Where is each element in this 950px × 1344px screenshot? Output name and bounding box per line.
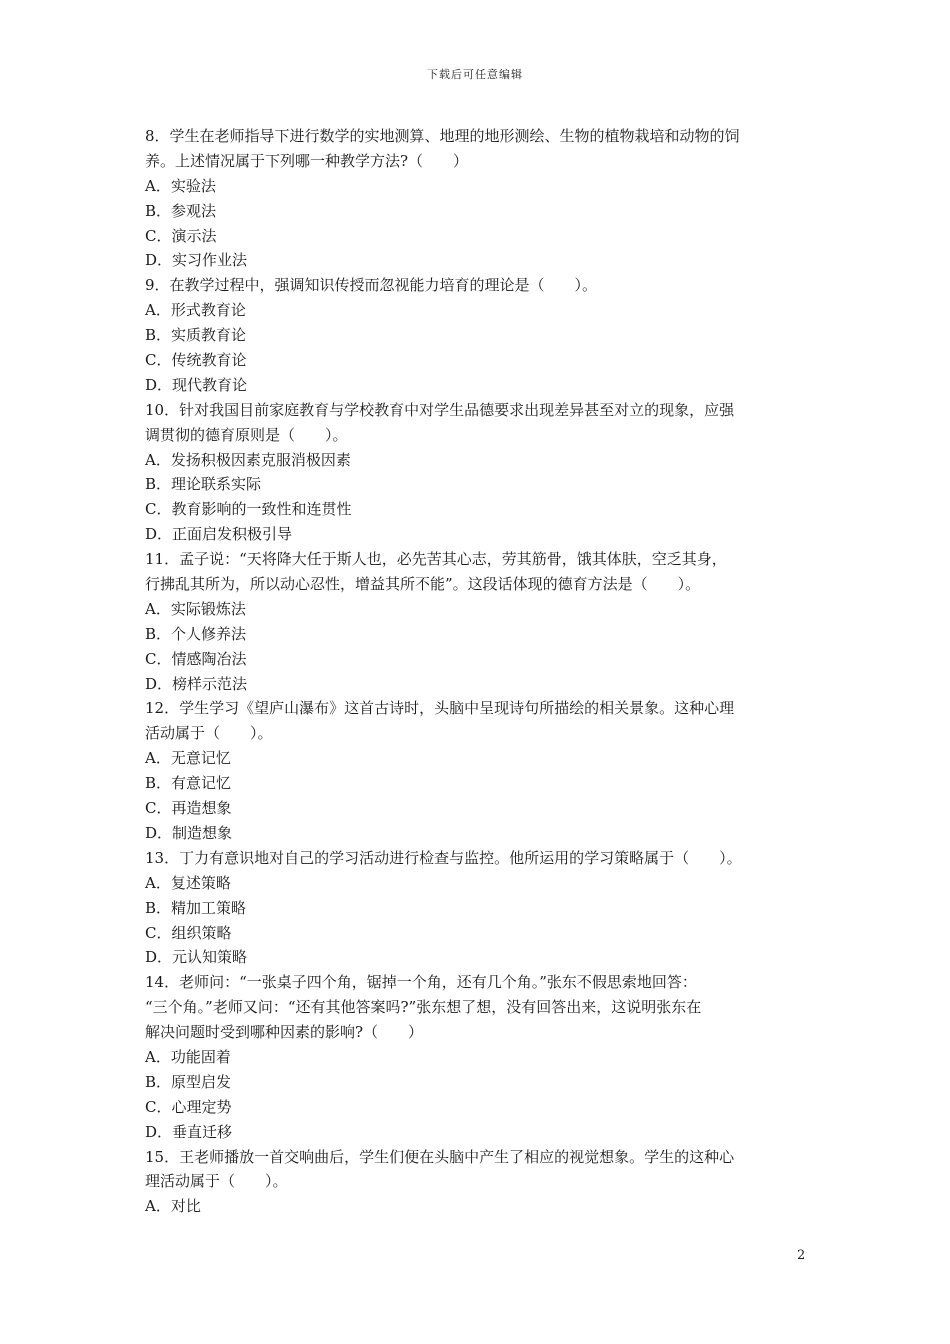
question-11 bbox=[145, 547, 810, 696]
question-text: 调贯彻的德育原则是（ ）。 bbox=[145, 425, 348, 444]
option-b: B．原型启发 bbox=[145, 1072, 232, 1091]
option-c: C．心理定势 bbox=[145, 1097, 232, 1116]
question-13 bbox=[145, 846, 810, 970]
question-text: 13．丁力有意识地对自己的学习活动进行检查与监控。他所运用的学习策略属于（ ）。 bbox=[145, 848, 742, 867]
option-b: B．个人修养法 bbox=[145, 624, 247, 643]
question-10 bbox=[145, 398, 810, 547]
page-number: 2 bbox=[797, 1248, 806, 1263]
question-text: 8．学生在老师指导下进行数学的实地测算、地理的地形测绘、生物的植物栽培和动物的饲 bbox=[145, 127, 740, 145]
question-14 bbox=[145, 970, 810, 1144]
option-d: D．制造想象 bbox=[145, 823, 233, 842]
option-b: B．实质教育论 bbox=[145, 326, 247, 345]
option-a: A．无意记忆 bbox=[145, 749, 231, 768]
question-list bbox=[145, 124, 810, 1219]
option-b: B．理论联系实际 bbox=[145, 475, 262, 494]
option-a: A．形式教育论 bbox=[145, 301, 246, 320]
option-d: D．垂直迁移 bbox=[145, 1122, 233, 1141]
option-a: A．发扬积极因素克服消极因素 bbox=[145, 450, 351, 469]
question-text: 10．针对我国目前家庭教育与学校教育中对学生品德要求出现差异甚至对立的现象，应强 bbox=[145, 400, 735, 419]
question-text: 15．王老师播放一首交响曲后，学生们便在头脑中产生了相应的视觉想象。学生的这种心 bbox=[145, 1147, 735, 1166]
option-b: B．参观法 bbox=[145, 201, 217, 220]
option-c: C．情感陶冶法 bbox=[145, 649, 247, 668]
question-text: 12．学生学习《望庐山瀑布》这首古诗时，头脑中呈现诗句所描绘的相关景象。这种心理 bbox=[145, 699, 735, 718]
question-text: “三个角。”老师又问：“还有其他答案吗?”张东想了想，没有回答出来，这说明张东在 bbox=[145, 998, 702, 1017]
question-9 bbox=[145, 273, 810, 397]
question-text: 解决问题时受到哪种因素的影响?（ ） bbox=[145, 1023, 424, 1042]
option-a: A．复述策略 bbox=[145, 873, 231, 892]
question-8 bbox=[145, 124, 810, 273]
question-text: 14．老师问：“一张桌子四个角，锯掉一个角，还有几个角。”张东不假思索地回答： bbox=[145, 973, 697, 992]
option-b: B．有意记忆 bbox=[145, 774, 232, 793]
option-a: A．实验法 bbox=[145, 176, 216, 195]
question-text: 行拂乱其所为，所以动心忍性，增益其所不能”。这段话体现的德育方法是（ ）。 bbox=[145, 575, 701, 594]
option-a: A．实际锻炼法 bbox=[145, 599, 246, 618]
question-15 bbox=[145, 1145, 810, 1220]
option-d: D．实习作业法 bbox=[145, 251, 248, 270]
option-a: A．对比 bbox=[145, 1197, 201, 1216]
option-d: D．现代教育论 bbox=[145, 375, 248, 394]
question-text: 理活动属于（ ）。 bbox=[145, 1172, 288, 1191]
question-12 bbox=[145, 696, 810, 845]
option-d: D．元认知策略 bbox=[145, 948, 248, 967]
option-d: D．榜样示范法 bbox=[145, 674, 248, 693]
option-d: D．正面启发积极引导 bbox=[145, 525, 293, 544]
question-text: 活动属于（ ）。 bbox=[145, 724, 273, 743]
question-text: 养。上述情况属于下列哪一种教学方法?（ ） bbox=[145, 151, 469, 170]
option-b: B．精加工策略 bbox=[145, 898, 247, 917]
option-c: C．传统教育论 bbox=[145, 351, 247, 370]
option-c: C．教育影响的一致性和连贯性 bbox=[145, 500, 352, 519]
question-text: 9．在教学过程中，强调知识传授而忽视能力培育的理论是（ ）。 bbox=[145, 276, 598, 295]
option-c: C．演示法 bbox=[145, 226, 217, 245]
option-a: A．功能固着 bbox=[145, 1047, 231, 1066]
question-text: 11．孟子说：“天将降大任于斯人也，必先苦其心志，劳其筋骨，饿其体肤，空乏其身， bbox=[145, 550, 727, 569]
option-c: C．再造想象 bbox=[145, 799, 232, 818]
option-c: C．组织策略 bbox=[145, 923, 232, 942]
page-header: 下载后可任意编辑 bbox=[427, 68, 523, 81]
